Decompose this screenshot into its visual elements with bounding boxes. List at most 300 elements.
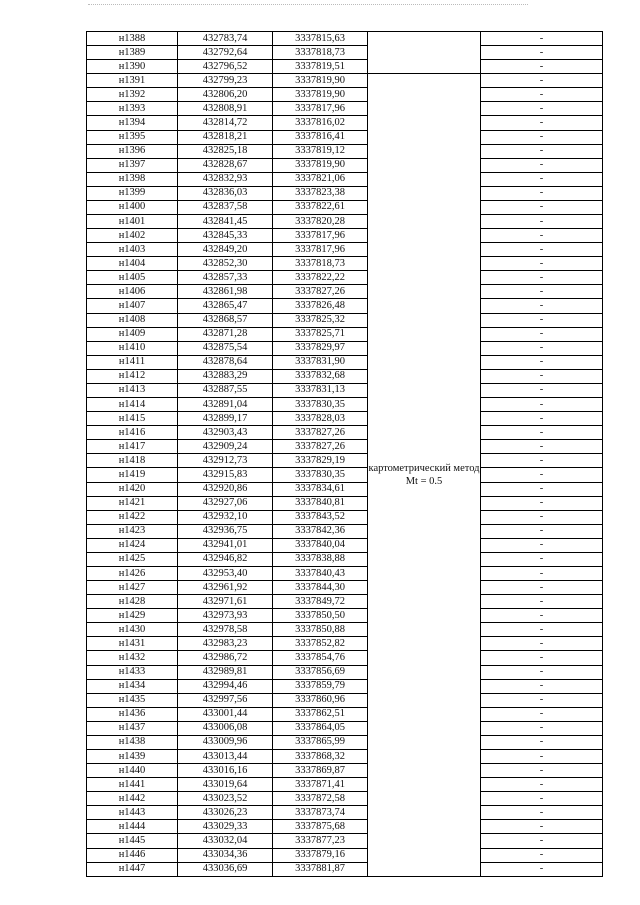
- dash-cell: -: [481, 482, 603, 496]
- point-id-cell: н1437: [87, 721, 178, 735]
- y-coordinate-cell: 3337865,99: [273, 735, 368, 749]
- table-row: [87, 130, 603, 144]
- dash-cell: -: [481, 412, 603, 426]
- dash-cell: -: [481, 32, 603, 46]
- point-id-cell: н1393: [87, 102, 178, 116]
- y-coordinate-cell: 3337869,87: [273, 764, 368, 778]
- y-coordinate-cell: 3337842,36: [273, 524, 368, 538]
- dash-cell: -: [481, 144, 603, 158]
- dash-cell: -: [481, 60, 603, 74]
- x-coordinate-cell: 432941,01: [178, 538, 273, 552]
- point-id-cell: н1412: [87, 369, 178, 383]
- x-coordinate-cell: 432883,29: [178, 369, 273, 383]
- dash-cell: -: [481, 116, 603, 130]
- x-coordinate-cell: 432871,28: [178, 327, 273, 341]
- table-row: [87, 454, 603, 468]
- point-id-cell: н1421: [87, 496, 178, 510]
- y-coordinate-cell: 3337817,96: [273, 229, 368, 243]
- y-coordinate-cell: 3337816,41: [273, 130, 368, 144]
- table-row: [87, 468, 603, 482]
- table-row: [87, 552, 603, 566]
- x-coordinate-cell: 432861,98: [178, 285, 273, 299]
- dash-cell: -: [481, 524, 603, 538]
- x-coordinate-cell: 433023,52: [178, 792, 273, 806]
- point-id-cell: н1438: [87, 735, 178, 749]
- y-coordinate-cell: 3337819,12: [273, 144, 368, 158]
- point-id-cell: н1404: [87, 257, 178, 271]
- table-row: [87, 764, 603, 778]
- dash-cell: -: [481, 820, 603, 834]
- y-coordinate-cell: 3337820,28: [273, 215, 368, 229]
- table-row: [87, 651, 603, 665]
- point-id-cell: н1434: [87, 679, 178, 693]
- table-row: [87, 581, 603, 595]
- x-coordinate-cell: 432841,45: [178, 215, 273, 229]
- y-coordinate-cell: 3337831,90: [273, 355, 368, 369]
- dash-cell: -: [481, 566, 603, 580]
- y-coordinate-cell: 3337868,32: [273, 749, 368, 763]
- dash-cell: -: [481, 426, 603, 440]
- dash-cell: -: [481, 313, 603, 327]
- table-row: [87, 749, 603, 763]
- x-coordinate-cell: 432973,93: [178, 609, 273, 623]
- y-coordinate-cell: 3337873,74: [273, 806, 368, 820]
- point-id-cell: н1417: [87, 440, 178, 454]
- point-id-cell: н1388: [87, 32, 178, 46]
- point-id-cell: н1392: [87, 88, 178, 102]
- dash-cell: -: [481, 552, 603, 566]
- accuracy-method-cell: картометрический метод Mt = 0.5: [368, 74, 481, 876]
- dash-cell: -: [481, 186, 603, 200]
- table-row: [87, 341, 603, 355]
- x-coordinate-cell: 432971,61: [178, 595, 273, 609]
- dash-cell: -: [481, 229, 603, 243]
- x-coordinate-cell: 432891,04: [178, 398, 273, 412]
- x-coordinate-cell: 432796,52: [178, 60, 273, 74]
- point-id-cell: н1447: [87, 862, 178, 876]
- dash-cell: -: [481, 327, 603, 341]
- dash-cell: -: [481, 651, 603, 665]
- point-id-cell: н1435: [87, 693, 178, 707]
- point-id-cell: н1394: [87, 116, 178, 130]
- x-coordinate-cell: 432792,64: [178, 46, 273, 60]
- table-row: [87, 60, 603, 74]
- point-id-cell: н1445: [87, 834, 178, 848]
- point-id-cell: н1389: [87, 46, 178, 60]
- table-row: [87, 609, 603, 623]
- dash-cell: -: [481, 496, 603, 510]
- y-coordinate-cell: 3337850,88: [273, 623, 368, 637]
- point-id-cell: н1416: [87, 426, 178, 440]
- point-id-cell: н1408: [87, 313, 178, 327]
- dash-cell: -: [481, 693, 603, 707]
- x-coordinate-cell: 432852,30: [178, 257, 273, 271]
- dash-cell: -: [481, 200, 603, 214]
- x-coordinate-cell: 433013,44: [178, 749, 273, 763]
- y-coordinate-cell: 3337830,35: [273, 468, 368, 482]
- dash-cell: -: [481, 46, 603, 60]
- point-id-cell: н1439: [87, 749, 178, 763]
- table-row: [87, 383, 603, 397]
- point-id-cell: н1440: [87, 764, 178, 778]
- x-coordinate-cell: 432818,21: [178, 130, 273, 144]
- table-row: [87, 186, 603, 200]
- table-row: [87, 398, 603, 412]
- x-coordinate-cell: 433019,64: [178, 778, 273, 792]
- dash-cell: -: [481, 299, 603, 313]
- x-coordinate-cell: 432845,33: [178, 229, 273, 243]
- point-id-cell: н1428: [87, 595, 178, 609]
- point-id-cell: н1420: [87, 482, 178, 496]
- dash-cell: -: [481, 158, 603, 172]
- dash-cell: -: [481, 398, 603, 412]
- point-id-cell: н1418: [87, 454, 178, 468]
- table-row: [87, 679, 603, 693]
- y-coordinate-cell: 3337831,13: [273, 383, 368, 397]
- table-row: [87, 299, 603, 313]
- x-coordinate-cell: 433034,36: [178, 848, 273, 862]
- y-coordinate-cell: 3337879,16: [273, 848, 368, 862]
- table-row: [87, 806, 603, 820]
- x-coordinate-cell: 432978,58: [178, 623, 273, 637]
- table-row: [87, 426, 603, 440]
- y-coordinate-cell: 3337860,96: [273, 693, 368, 707]
- table-row: [87, 665, 603, 679]
- table-row: [87, 116, 603, 130]
- y-coordinate-cell: 3337864,05: [273, 721, 368, 735]
- y-coordinate-cell: 3337823,38: [273, 186, 368, 200]
- dash-cell: -: [481, 383, 603, 397]
- y-coordinate-cell: 3337840,43: [273, 566, 368, 580]
- y-coordinate-cell: 3337829,19: [273, 454, 368, 468]
- x-coordinate-cell: 433036,69: [178, 862, 273, 876]
- x-coordinate-cell: 432837,58: [178, 200, 273, 214]
- point-id-cell: н1398: [87, 172, 178, 186]
- point-id-cell: н1424: [87, 538, 178, 552]
- point-id-cell: н1419: [87, 468, 178, 482]
- table-row: [87, 172, 603, 186]
- y-coordinate-cell: 3337815,63: [273, 32, 368, 46]
- table-row: [87, 735, 603, 749]
- table-row: [87, 46, 603, 60]
- y-coordinate-cell: 3337825,71: [273, 327, 368, 341]
- y-coordinate-cell: 3337854,76: [273, 651, 368, 665]
- y-coordinate-cell: 3337819,90: [273, 88, 368, 102]
- y-coordinate-cell: 3337832,68: [273, 369, 368, 383]
- dash-cell: -: [481, 679, 603, 693]
- point-id-cell: н1443: [87, 806, 178, 820]
- point-id-cell: н1403: [87, 243, 178, 257]
- x-coordinate-cell: 433029,33: [178, 820, 273, 834]
- x-coordinate-cell: 432903,43: [178, 426, 273, 440]
- point-id-cell: н1397: [87, 158, 178, 172]
- y-coordinate-cell: 3337843,52: [273, 510, 368, 524]
- y-coordinate-cell: 3337834,61: [273, 482, 368, 496]
- x-coordinate-cell: 432799,23: [178, 74, 273, 88]
- dash-cell: -: [481, 257, 603, 271]
- y-coordinate-cell: 3337850,50: [273, 609, 368, 623]
- dash-cell: -: [481, 369, 603, 383]
- point-id-cell: н1391: [87, 74, 178, 88]
- point-id-cell: н1402: [87, 229, 178, 243]
- point-id-cell: н1395: [87, 130, 178, 144]
- x-coordinate-cell: 433032,04: [178, 834, 273, 848]
- y-coordinate-cell: 3337872,58: [273, 792, 368, 806]
- y-coordinate-cell: 3337827,26: [273, 426, 368, 440]
- dash-cell: -: [481, 243, 603, 257]
- table-row: [87, 369, 603, 383]
- table-row: [87, 566, 603, 580]
- x-coordinate-cell: 433006,08: [178, 721, 273, 735]
- point-id-cell: н1414: [87, 398, 178, 412]
- table-row: [87, 243, 603, 257]
- x-coordinate-cell: 432832,93: [178, 172, 273, 186]
- x-coordinate-cell: 432865,47: [178, 299, 273, 313]
- point-id-cell: н1444: [87, 820, 178, 834]
- method-cell-upper: [368, 46, 481, 60]
- table-row: [87, 327, 603, 341]
- table-row: [87, 778, 603, 792]
- table-row: [87, 482, 603, 496]
- table-row: [87, 595, 603, 609]
- dash-cell: -: [481, 778, 603, 792]
- dash-cell: -: [481, 355, 603, 369]
- x-coordinate-cell: 432814,72: [178, 116, 273, 130]
- dash-cell: -: [481, 130, 603, 144]
- dash-cell: -: [481, 637, 603, 651]
- y-coordinate-cell: 3337819,90: [273, 158, 368, 172]
- x-coordinate-cell: 432828,67: [178, 158, 273, 172]
- x-coordinate-cell: 432783,74: [178, 32, 273, 46]
- y-coordinate-cell: 3337840,81: [273, 496, 368, 510]
- point-id-cell: н1401: [87, 215, 178, 229]
- y-coordinate-cell: 3337875,68: [273, 820, 368, 834]
- x-coordinate-cell: 432997,56: [178, 693, 273, 707]
- y-coordinate-cell: 3337818,73: [273, 257, 368, 271]
- table-row: [87, 496, 603, 510]
- dash-cell: -: [481, 581, 603, 595]
- x-coordinate-cell: 432909,24: [178, 440, 273, 454]
- table-row: [87, 440, 603, 454]
- point-id-cell: н1399: [87, 186, 178, 200]
- point-id-cell: н1425: [87, 552, 178, 566]
- x-coordinate-cell: 432857,33: [178, 271, 273, 285]
- dash-cell: -: [481, 665, 603, 679]
- table-row: [87, 707, 603, 721]
- point-id-cell: н1430: [87, 623, 178, 637]
- dash-cell: -: [481, 215, 603, 229]
- point-id-cell: н1436: [87, 707, 178, 721]
- point-id-cell: н1432: [87, 651, 178, 665]
- y-coordinate-cell: 3337821,06: [273, 172, 368, 186]
- x-coordinate-cell: 432849,20: [178, 243, 273, 257]
- dash-cell: -: [481, 749, 603, 763]
- dash-cell: -: [481, 792, 603, 806]
- y-coordinate-cell: 3337856,69: [273, 665, 368, 679]
- point-id-cell: н1400: [87, 200, 178, 214]
- y-coordinate-cell: 3337825,32: [273, 313, 368, 327]
- point-id-cell: н1409: [87, 327, 178, 341]
- table-row: [87, 792, 603, 806]
- dash-cell: -: [481, 510, 603, 524]
- table-row: [87, 229, 603, 243]
- y-coordinate-cell: 3337859,79: [273, 679, 368, 693]
- x-coordinate-cell: 432936,75: [178, 524, 273, 538]
- dash-cell: -: [481, 595, 603, 609]
- x-coordinate-cell: 433001,44: [178, 707, 273, 721]
- point-id-cell: н1442: [87, 792, 178, 806]
- y-coordinate-cell: 3337849,72: [273, 595, 368, 609]
- dash-cell: -: [481, 609, 603, 623]
- x-coordinate-cell: 432915,83: [178, 468, 273, 482]
- table-row: [87, 158, 603, 172]
- page-top-edge: [88, 4, 528, 5]
- dash-cell: -: [481, 848, 603, 862]
- table-row: [87, 693, 603, 707]
- x-coordinate-cell: 432994,46: [178, 679, 273, 693]
- point-id-cell: н1431: [87, 637, 178, 651]
- y-coordinate-cell: 3337829,97: [273, 341, 368, 355]
- dash-cell: -: [481, 74, 603, 88]
- point-id-cell: н1396: [87, 144, 178, 158]
- x-coordinate-cell: 432878,64: [178, 355, 273, 369]
- point-id-cell: н1426: [87, 566, 178, 580]
- table-row: [87, 538, 603, 552]
- table-row: [87, 637, 603, 651]
- dash-cell: -: [481, 88, 603, 102]
- y-coordinate-cell: 3337827,26: [273, 440, 368, 454]
- table-row: [87, 74, 603, 88]
- y-coordinate-cell: 3337830,35: [273, 398, 368, 412]
- dash-cell: -: [481, 735, 603, 749]
- point-id-cell: н1427: [87, 581, 178, 595]
- table-row: [87, 285, 603, 299]
- dash-cell: -: [481, 271, 603, 285]
- table-row: [87, 102, 603, 116]
- y-coordinate-cell: 3337862,51: [273, 707, 368, 721]
- x-coordinate-cell: 433016,16: [178, 764, 273, 778]
- x-coordinate-cell: 432806,20: [178, 88, 273, 102]
- dash-cell: -: [481, 707, 603, 721]
- x-coordinate-cell: 432875,54: [178, 341, 273, 355]
- y-coordinate-cell: 3337838,88: [273, 552, 368, 566]
- table-row: [87, 88, 603, 102]
- dash-cell: -: [481, 623, 603, 637]
- y-coordinate-cell: 3337818,73: [273, 46, 368, 60]
- y-coordinate-cell: 3337819,90: [273, 74, 368, 88]
- x-coordinate-cell: 432912,73: [178, 454, 273, 468]
- point-id-cell: н1415: [87, 412, 178, 426]
- y-coordinate-cell: 3337881,87: [273, 862, 368, 876]
- table-row: [87, 721, 603, 735]
- point-id-cell: н1405: [87, 271, 178, 285]
- x-coordinate-cell: 432953,40: [178, 566, 273, 580]
- table-row: [87, 820, 603, 834]
- table-row: [87, 144, 603, 158]
- dash-cell: -: [481, 468, 603, 482]
- x-coordinate-cell: 432983,23: [178, 637, 273, 651]
- dash-cell: -: [481, 102, 603, 116]
- table-row: [87, 623, 603, 637]
- y-coordinate-cell: 3337840,04: [273, 538, 368, 552]
- point-id-cell: н1422: [87, 510, 178, 524]
- point-id-cell: н1411: [87, 355, 178, 369]
- dash-cell: -: [481, 721, 603, 735]
- method-cell-upper: [368, 60, 481, 74]
- y-coordinate-cell: 3337817,96: [273, 243, 368, 257]
- y-coordinate-cell: 3337819,51: [273, 60, 368, 74]
- dash-cell: -: [481, 538, 603, 552]
- x-coordinate-cell: 432920,86: [178, 482, 273, 496]
- x-coordinate-cell: 432961,92: [178, 581, 273, 595]
- dash-cell: -: [481, 862, 603, 876]
- y-coordinate-cell: 3337871,41: [273, 778, 368, 792]
- dash-cell: -: [481, 285, 603, 299]
- y-coordinate-cell: 3337844,30: [273, 581, 368, 595]
- table-row: [87, 524, 603, 538]
- coordinates-table: [86, 31, 603, 877]
- table-row: [87, 848, 603, 862]
- table-row: [87, 313, 603, 327]
- point-id-cell: н1446: [87, 848, 178, 862]
- x-coordinate-cell: 432989,81: [178, 665, 273, 679]
- x-coordinate-cell: 432932,10: [178, 510, 273, 524]
- y-coordinate-cell: 3337826,48: [273, 299, 368, 313]
- table-row: [87, 412, 603, 426]
- point-id-cell: н1429: [87, 609, 178, 623]
- x-coordinate-cell: 432887,55: [178, 383, 273, 397]
- table-row: [87, 510, 603, 524]
- x-coordinate-cell: 432946,82: [178, 552, 273, 566]
- dash-cell: -: [481, 172, 603, 186]
- y-coordinate-cell: 3337822,22: [273, 271, 368, 285]
- y-coordinate-cell: 3337817,96: [273, 102, 368, 116]
- point-id-cell: н1406: [87, 285, 178, 299]
- table-row: [87, 862, 603, 876]
- x-coordinate-cell: 432899,17: [178, 412, 273, 426]
- point-id-cell: н1410: [87, 341, 178, 355]
- method-cell-upper: [368, 32, 481, 46]
- table-row: [87, 834, 603, 848]
- y-coordinate-cell: 3337877,23: [273, 834, 368, 848]
- dash-cell: -: [481, 834, 603, 848]
- point-id-cell: н1390: [87, 60, 178, 74]
- point-id-cell: н1423: [87, 524, 178, 538]
- x-coordinate-cell: 432986,72: [178, 651, 273, 665]
- dash-cell: -: [481, 454, 603, 468]
- x-coordinate-cell: 432825,18: [178, 144, 273, 158]
- x-coordinate-cell: 432836,03: [178, 186, 273, 200]
- dash-cell: -: [481, 341, 603, 355]
- table-row: [87, 200, 603, 214]
- y-coordinate-cell: 3337827,26: [273, 285, 368, 299]
- x-coordinate-cell: 433009,96: [178, 735, 273, 749]
- table-row: [87, 271, 603, 285]
- point-id-cell: н1407: [87, 299, 178, 313]
- table-row: [87, 355, 603, 369]
- x-coordinate-cell: 433026,23: [178, 806, 273, 820]
- y-coordinate-cell: 3337852,82: [273, 637, 368, 651]
- y-coordinate-cell: 3337828,03: [273, 412, 368, 426]
- dash-cell: -: [481, 440, 603, 454]
- y-coordinate-cell: 3337822,61: [273, 200, 368, 214]
- coordinates-table-body: [87, 32, 603, 877]
- table-row: [87, 32, 603, 46]
- table-row: [87, 257, 603, 271]
- dash-cell: -: [481, 764, 603, 778]
- table-row: [87, 215, 603, 229]
- point-id-cell: н1413: [87, 383, 178, 397]
